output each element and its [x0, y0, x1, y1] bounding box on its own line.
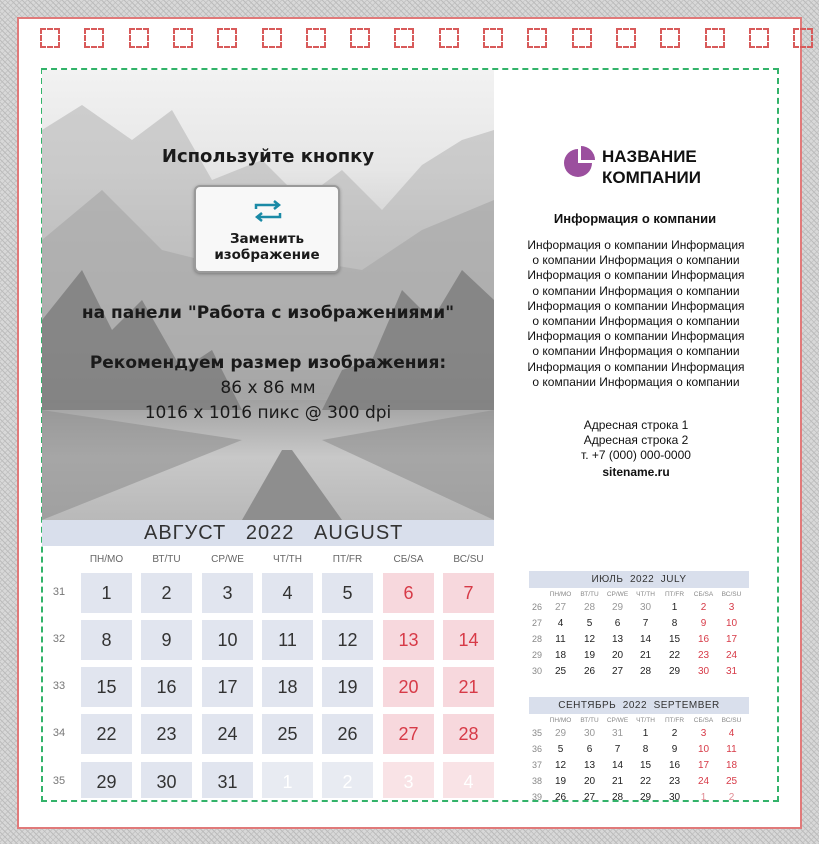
- mini-day: 30: [697, 666, 710, 677]
- day-cell[interactable]: 14: [443, 620, 494, 660]
- weekday-label: СР/WE: [211, 554, 244, 565]
- binding-hole: [40, 28, 60, 48]
- binding-hole: [306, 28, 326, 48]
- binding-hole: [350, 28, 370, 48]
- day-cell[interactable]: 1: [262, 762, 313, 798]
- binding-hole: [616, 28, 636, 48]
- mini-day: 29: [611, 602, 624, 613]
- month-title: АВГУСТ 2022 AUGUST: [144, 522, 404, 544]
- mini-day: 28: [611, 792, 624, 803]
- binding-hole: [394, 28, 414, 48]
- mini-day: 25: [554, 666, 567, 677]
- mini-day: 8: [671, 618, 678, 629]
- day-cell[interactable]: 8: [81, 620, 132, 660]
- mini-day: 23: [668, 776, 681, 787]
- button-label-line1: Заменить: [229, 231, 305, 247]
- company-info-line: Информация о компании Информация: [527, 359, 745, 374]
- mini-weekday-label: ВС/SU: [721, 717, 742, 724]
- mini-day: 5: [586, 618, 593, 629]
- mini-day: 11: [726, 744, 737, 755]
- company-info-line: Информация о компании Информация: [527, 238, 745, 252]
- button-label-line2: изображение: [214, 247, 320, 263]
- day-cell[interactable]: 29: [81, 762, 132, 798]
- mini-day: 6: [614, 618, 621, 629]
- mini-day: 28: [583, 602, 596, 613]
- mini-day: 1: [642, 728, 649, 739]
- binding-hole: [483, 28, 503, 48]
- day-cell[interactable]: 28: [443, 714, 494, 754]
- mini-day: 13: [583, 760, 596, 771]
- mini-day: 16: [697, 634, 710, 645]
- mini-week-number: 36: [531, 744, 542, 754]
- day-cell[interactable]: 13: [383, 620, 434, 660]
- mini-weekday-label: ВТ/TU: [580, 717, 599, 724]
- mini-day: 23: [697, 650, 710, 661]
- mini-day: 27: [611, 666, 624, 677]
- mini-week-number: 30: [531, 666, 542, 676]
- mini-month-title: ИЮЛЬ 2022 JULY: [529, 571, 749, 588]
- day-cell[interactable]: 20: [383, 667, 434, 707]
- mini-weekday-label: ЧТ/TH: [636, 717, 655, 724]
- mini-day: 20: [611, 650, 624, 661]
- company-info-line: Информация о компании Информация: [527, 329, 745, 344]
- company-name: [602, 146, 701, 188]
- month-header: [42, 520, 494, 546]
- company-info-line: Информация о компании Информация: [527, 298, 745, 313]
- weekday-label: ПТ/FR: [332, 554, 363, 565]
- day-cell[interactable]: 11: [262, 620, 313, 660]
- mini-weekday-label: ВТ/TU: [580, 591, 599, 598]
- mini-day: 27: [554, 602, 567, 613]
- mini-day: 27: [583, 792, 596, 803]
- mini-day: 31: [611, 728, 624, 739]
- swap-arrows-icon: [248, 199, 288, 223]
- day-cell[interactable]: 24: [202, 714, 253, 754]
- mini-week-number: 35: [531, 728, 542, 738]
- binding-hole: [217, 28, 237, 48]
- day-cell[interactable]: 9: [141, 620, 192, 660]
- mini-weekday-label: СБ/SA: [693, 717, 714, 724]
- week-number: 32: [52, 633, 66, 645]
- day-cell[interactable]: 2: [141, 573, 192, 613]
- company-info-line: о компании Информация о компании: [532, 314, 740, 329]
- company-info-line: о компании Информация о компании: [532, 344, 740, 359]
- weekday-label: ВТ/TU: [152, 554, 181, 565]
- day-cell[interactable]: 12: [322, 620, 373, 660]
- mini-day: 29: [639, 792, 652, 803]
- mini-day: 30: [583, 728, 596, 739]
- address-line-2: Адресная строка 2: [583, 433, 689, 447]
- mini-day: 3: [728, 602, 735, 613]
- mini-day: 17: [697, 760, 710, 771]
- day-cell[interactable]: 2: [322, 762, 373, 798]
- mini-day: 30: [639, 602, 652, 613]
- mini-day: 22: [639, 776, 652, 787]
- instruction-line-3: Рекомендуем размер изображения:: [89, 353, 447, 373]
- mini-day: 5: [557, 744, 564, 755]
- instruction-line-4: 86 x 86 мм: [220, 378, 316, 398]
- mini-day: 2: [671, 728, 678, 739]
- mini-weekday-label: ПН/MO: [549, 591, 572, 598]
- company-name-line1: НАЗВАНИЕ: [602, 147, 697, 166]
- mini-day: 31: [725, 666, 738, 677]
- replace-image-button[interactable]: [194, 185, 340, 273]
- mini-weekday-label: СР/WE: [606, 717, 629, 724]
- mini-day: 24: [697, 776, 710, 787]
- binding-hole: [749, 28, 769, 48]
- day-cell[interactable]: 16: [141, 667, 192, 707]
- day-cell[interactable]: 30: [141, 762, 192, 798]
- mini-day: 13: [611, 634, 624, 645]
- binding-holes: [40, 28, 785, 54]
- mini-weekday-label: СБ/SA: [693, 591, 714, 598]
- binding-hole: [793, 28, 813, 48]
- mini-day: 19: [554, 776, 567, 787]
- company-info-line: о компании Информация о компании: [532, 283, 740, 298]
- mini-day: 22: [668, 650, 681, 661]
- weekday-label: ВС/SU: [453, 554, 484, 565]
- photo-placeholder[interactable]: [42, 70, 494, 520]
- instruction-line-5: 1016 x 1016 пикс @ 300 dpi: [144, 403, 392, 423]
- mini-week-number: 37: [531, 760, 542, 770]
- mini-week-number: 26: [531, 602, 542, 612]
- mini-day: 2: [700, 602, 707, 613]
- day-cell[interactable]: 1: [81, 573, 132, 613]
- mini-day: 6: [586, 744, 593, 755]
- instruction-line-2: на панели "Работа с изображениями": [81, 303, 455, 323]
- day-cell[interactable]: 4: [262, 573, 313, 613]
- day-cell[interactable]: 21: [443, 667, 494, 707]
- mini-day: 14: [611, 760, 624, 771]
- phone: т. +7 (000) 000-0000: [581, 448, 691, 462]
- mini-day: 12: [554, 760, 567, 771]
- mini-day: 2: [728, 792, 735, 803]
- mini-day: 10: [697, 744, 710, 755]
- mini-day: 1: [671, 602, 678, 613]
- day-cell[interactable]: 17: [202, 667, 253, 707]
- company-info-line: о компании Информация о компании: [532, 374, 740, 389]
- binding-hole: [572, 28, 592, 48]
- mini-weekday-label: ЧТ/TH: [636, 591, 655, 598]
- day-cell[interactable]: 7: [443, 573, 494, 613]
- company-info-line: Информация о компании Информация: [527, 268, 745, 283]
- pie-logo-icon: [560, 145, 596, 181]
- day-cell[interactable]: 6: [383, 573, 434, 613]
- mini-day: 15: [639, 760, 652, 771]
- binding-hole: [84, 28, 104, 48]
- mini-day: 29: [554, 728, 567, 739]
- binding-hole: [173, 28, 193, 48]
- mini-weekday-label: ПТ/FR: [664, 591, 685, 598]
- mini-day: 19: [583, 650, 596, 661]
- mini-day: 15: [668, 634, 681, 645]
- replace-image-label: [196, 231, 338, 263]
- binding-hole: [660, 28, 680, 48]
- mini-day: 7: [614, 744, 621, 755]
- mini-day: 18: [725, 760, 738, 771]
- mini-day: 21: [639, 650, 652, 661]
- mini-day: 3: [700, 728, 707, 739]
- day-cell[interactable]: 27: [383, 714, 434, 754]
- day-cell[interactable]: 18: [262, 667, 313, 707]
- day-cell[interactable]: 23: [141, 714, 192, 754]
- mini-week-number: 27: [531, 618, 542, 628]
- mini-day: 4: [728, 728, 735, 739]
- company-info-title: Информация о компании: [553, 211, 717, 226]
- mini-day: 8: [642, 744, 649, 755]
- day-cell[interactable]: 10: [202, 620, 253, 660]
- mini-day: 10: [725, 618, 738, 629]
- binding-hole: [129, 28, 149, 48]
- mini-month-title: СЕНТЯБРЬ 2022 SEPTEMBER: [529, 697, 749, 714]
- mini-day: 29: [668, 666, 681, 677]
- website: sitename.ru: [602, 465, 670, 479]
- weekday-label: ПН/MO: [89, 554, 124, 565]
- mountain-landscape-image: [42, 70, 494, 520]
- day-cell[interactable]: 22: [81, 714, 132, 754]
- week-number: 34: [52, 727, 66, 739]
- mini-day: 30: [668, 792, 681, 803]
- mini-day: 14: [639, 634, 652, 645]
- mini-weekday-label: СР/WE: [606, 591, 629, 598]
- mini-day: 12: [583, 634, 596, 645]
- weekday-label: ЧТ/TH: [273, 554, 302, 565]
- mini-day: 21: [611, 776, 624, 787]
- day-cell[interactable]: 25: [262, 714, 313, 754]
- mini-week-number: 38: [531, 776, 542, 786]
- mini-weekday-label: ПН/MO: [549, 717, 572, 724]
- mini-weekday-label: ВС/SU: [721, 591, 742, 598]
- day-cell[interactable]: 31: [202, 762, 253, 798]
- binding-hole: [439, 28, 459, 48]
- day-cell[interactable]: 19: [322, 667, 373, 707]
- mini-weekday-label: ПТ/FR: [664, 717, 685, 724]
- mini-day: 16: [668, 760, 681, 771]
- instruction-line-1: Используйте кнопку: [161, 146, 375, 167]
- week-number: 33: [52, 680, 66, 692]
- mini-day: 4: [557, 618, 564, 629]
- day-cell[interactable]: 4: [443, 762, 494, 798]
- company-name-line2: КОМПАНИИ: [602, 168, 701, 187]
- day-cell[interactable]: 3: [383, 762, 434, 798]
- mini-day: 9: [671, 744, 678, 755]
- day-cell[interactable]: 5: [322, 573, 373, 613]
- weekday-label: СБ/SA: [393, 554, 424, 565]
- mini-week-number: 39: [531, 792, 542, 802]
- mini-day: 26: [554, 792, 567, 803]
- day-cell[interactable]: 3: [202, 573, 253, 613]
- day-cell[interactable]: 15: [81, 667, 132, 707]
- mini-week-number: 28: [531, 634, 542, 644]
- mini-day: 17: [725, 634, 738, 645]
- mini-day: 11: [555, 634, 566, 645]
- mini-day: 18: [554, 650, 567, 661]
- mini-day: 20: [583, 776, 596, 787]
- mini-day: 1: [700, 792, 707, 803]
- binding-hole: [262, 28, 282, 48]
- week-number: 35: [52, 775, 66, 787]
- binding-hole: [705, 28, 725, 48]
- mini-day: 26: [583, 666, 596, 677]
- week-number: 31: [52, 586, 66, 598]
- day-cell[interactable]: 26: [322, 714, 373, 754]
- mini-week-number: 29: [531, 650, 542, 660]
- mini-day: 7: [642, 618, 649, 629]
- address-line-1: Адресная строка 1: [583, 418, 689, 432]
- company-info-line: о компании Информация о компании: [532, 253, 740, 268]
- mini-day: 25: [725, 776, 738, 787]
- mini-day: 24: [725, 650, 738, 661]
- mini-day: 28: [639, 666, 652, 677]
- mini-day: 9: [700, 618, 707, 629]
- company-info-text: [511, 238, 761, 390]
- binding-hole: [527, 28, 547, 48]
